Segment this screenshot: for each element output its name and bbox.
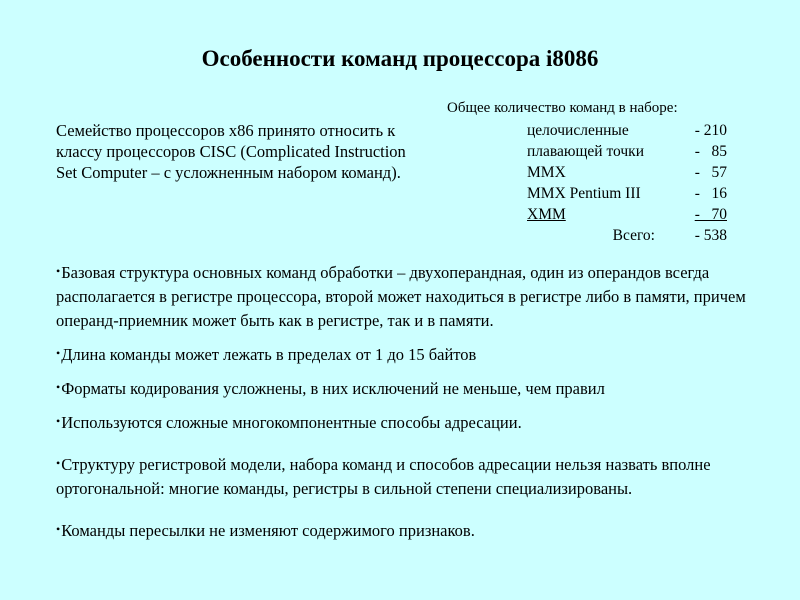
count-label: целочисленные — [527, 122, 629, 139]
bullet-item — [56, 451, 766, 501]
bullet-text: Используются сложные многокомпонентные способы адресации. — [61, 413, 522, 432]
count-value: - 210 — [694, 122, 727, 139]
total-label: Всего: — [612, 227, 655, 244]
count-label: MMX Pentium III — [527, 185, 641, 202]
count-row-total — [527, 225, 727, 246]
bullet-marker: • — [56, 380, 61, 394]
bullet-text: Структуру регистровой модели, набора команд и способов адресации нельзя назвать вполне ортогональной: многие команды, регистры в сильной степени специализированы. — [56, 455, 711, 498]
bullet-marker: • — [56, 456, 61, 470]
instruction-count-table — [527, 120, 727, 246]
count-row-mmx-pentium-iii — [527, 183, 727, 204]
bullet-text: Базовая структура основных команд обработки – двухоперандная, один из операндов всегда располагается в регистре процессора, второй может находиться в регистре либо в памяти, причем операнд-приемник может быть как в регистре, так и в памяти. — [56, 263, 746, 330]
bullet-marker: • — [56, 264, 61, 278]
count-label: XMM — [527, 206, 566, 223]
total-value: - 538 — [694, 227, 727, 244]
bullet-item — [56, 341, 766, 367]
count-value: - 85 — [694, 143, 727, 160]
bullet-marker: • — [56, 522, 61, 536]
bullet-marker: • — [56, 346, 61, 360]
count-row-mmx — [527, 162, 727, 183]
bullet-item — [56, 409, 766, 435]
count-value: - 57 — [694, 164, 727, 181]
count-value: - 70 — [694, 206, 727, 223]
count-label: MMX — [527, 164, 566, 181]
instruction-count-heading: Общее количество команд в наборе: — [447, 100, 678, 116]
bullet-text: Команды пересылки не изменяют содержимого признаков. — [61, 521, 475, 540]
count-row-integer — [527, 120, 727, 141]
bullet-marker: • — [56, 414, 61, 428]
count-value: - 16 — [694, 185, 727, 202]
count-row-xmm — [527, 204, 727, 225]
bullet-item — [56, 517, 766, 543]
count-row-floating-point — [527, 141, 727, 162]
bullet-text: Форматы кодирования усложнены, в них исключений не меньше, чем правил — [61, 379, 605, 398]
slide-title: Особенности команд процессора i8086 — [201, 46, 599, 71]
bullet-item — [56, 259, 766, 333]
bullet-item — [56, 375, 766, 401]
intro-paragraph: Семейство процессоров x86 принято относить к классу процессоров CISC (Complicated Instruction Set Computer – с усложненным набором команд). — [56, 121, 406, 182]
bullet-text: Длина команды может лежать в пределах от 1 до 15 байтов — [61, 345, 477, 364]
bullet-list — [56, 259, 766, 551]
count-label: плавающей точки — [527, 143, 645, 160]
